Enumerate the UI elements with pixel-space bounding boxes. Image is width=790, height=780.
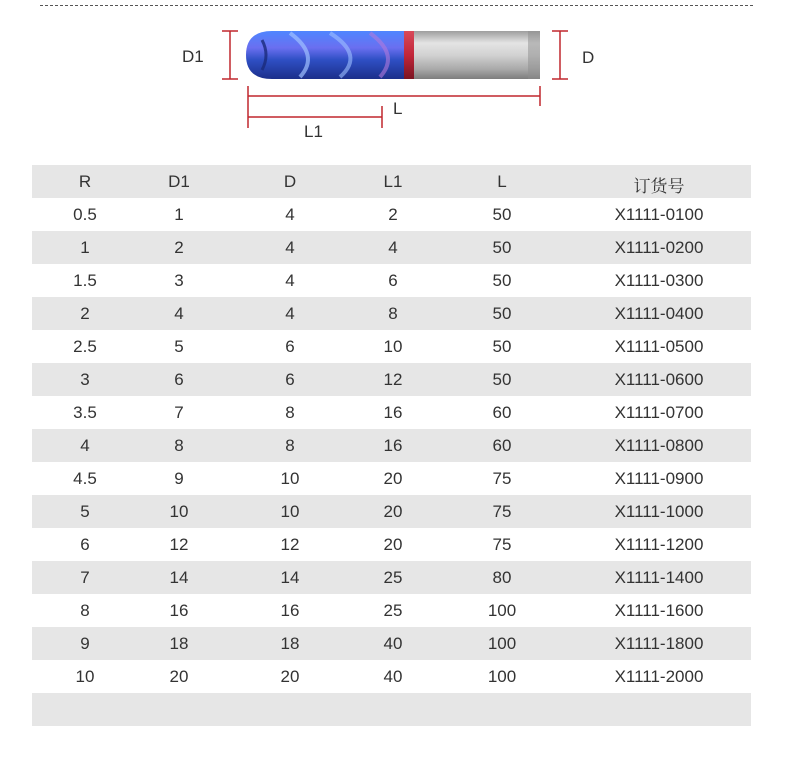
cell-l: 50: [492, 304, 512, 323]
cell-d1: 5: [174, 337, 184, 356]
cell-r: 6: [80, 535, 90, 554]
table-row: [32, 297, 751, 330]
cell-d: 10: [280, 502, 300, 521]
cell-l1: 16: [383, 403, 403, 422]
cell-l1: 16: [383, 436, 403, 455]
cell-order-number: X1111-1200: [614, 535, 704, 554]
cell-d1: 9: [174, 469, 184, 488]
l1-label: L1: [304, 122, 323, 141]
cell-l1: 12: [383, 370, 403, 389]
cell-r: 2: [80, 304, 90, 323]
cell-l: 60: [492, 436, 512, 455]
header-d: D: [283, 172, 297, 191]
cell-l1: 20: [383, 469, 403, 488]
table-row: [32, 396, 751, 429]
cell-l: 75: [492, 535, 512, 554]
cell-l: 100: [487, 634, 517, 653]
table-body: [32, 198, 751, 693]
table-row: [32, 561, 751, 594]
table-row: [32, 528, 751, 561]
cell-d1: 18: [169, 634, 189, 653]
d-label: D: [582, 48, 595, 67]
cell-l: 100: [487, 601, 517, 620]
cell-d: 18: [280, 634, 300, 653]
cell-d: 10: [280, 469, 300, 488]
cell-r: 0.5: [73, 205, 97, 224]
cell-r: 7: [80, 568, 90, 587]
cell-l1: 2: [388, 205, 398, 224]
cell-l1: 20: [383, 535, 403, 554]
table-row: [32, 429, 751, 462]
cell-l1: 25: [383, 601, 403, 620]
cell-l: 50: [492, 370, 512, 389]
cell-d: 12: [280, 535, 300, 554]
cell-d: 4: [285, 205, 295, 224]
fluted-cutting-head: [246, 31, 404, 79]
cell-l: 50: [492, 337, 512, 356]
cell-order-number: X1111-1600: [614, 601, 704, 620]
cell-d1: 14: [169, 568, 189, 587]
table-header-row: [32, 165, 751, 198]
cell-d: 16: [280, 601, 300, 620]
table-row: [32, 198, 751, 231]
cell-d1: 7: [174, 403, 184, 422]
cell-d1: 6: [174, 370, 184, 389]
cell-r: 4.5: [73, 469, 97, 488]
cell-d: 4: [285, 271, 295, 290]
cell-d: 6: [285, 337, 295, 356]
table-row: [32, 264, 751, 297]
table-row: [32, 495, 751, 528]
cell-d1: 1: [174, 205, 184, 224]
spec-table: [32, 165, 751, 726]
cell-order-number: X1111-0900: [614, 469, 704, 488]
cell-d: 8: [285, 403, 295, 422]
header-r: R: [78, 172, 92, 191]
cell-order-number: X1111-0400: [614, 304, 704, 323]
cell-order-number: X1111-0600: [614, 370, 704, 389]
cell-order-number: X1111-0800: [614, 436, 704, 455]
d1-dimension-line: [222, 31, 238, 79]
cell-order-number: X1111-0700: [614, 403, 704, 422]
cell-r: 3: [80, 370, 90, 389]
header-l1: L1: [383, 172, 403, 191]
table-row: [32, 594, 751, 627]
cell-order-number: X1111-1000: [614, 502, 704, 521]
cell-l1: 40: [383, 634, 403, 653]
cell-l: 75: [492, 502, 512, 521]
table-row: [32, 462, 751, 495]
cell-r: 1.5: [73, 271, 97, 290]
d-dimension-line: [552, 31, 568, 79]
header-l: L: [497, 172, 507, 191]
cell-l: 60: [492, 403, 512, 422]
cell-d1: 20: [169, 667, 189, 686]
shank: [412, 31, 540, 79]
table-row: [32, 660, 751, 693]
table-row: [32, 231, 751, 264]
cell-r: 1: [80, 238, 90, 257]
cell-l: 100: [487, 667, 517, 686]
header-order-number: 订货号: [633, 177, 685, 196]
cell-order-number: X1111-0200: [614, 238, 704, 257]
cell-r: 5: [80, 502, 90, 521]
cell-l1: 6: [388, 271, 398, 290]
cell-l1: 8: [388, 304, 398, 323]
cell-d1: 2: [174, 238, 184, 257]
table-row: [32, 627, 751, 660]
header-d1: D1: [168, 172, 190, 191]
cell-order-number: X1111-0500: [614, 337, 704, 356]
cell-order-number: X1111-1400: [614, 568, 704, 587]
cell-d1: 8: [174, 436, 184, 455]
cell-d: 6: [285, 370, 295, 389]
cell-l1: 20: [383, 502, 403, 521]
cell-l: 50: [492, 238, 512, 257]
cell-d1: 3: [174, 271, 184, 290]
cell-l1: 40: [383, 667, 403, 686]
cell-d: 14: [280, 568, 300, 587]
cell-r: 2.5: [73, 337, 97, 356]
cell-order-number: X1111-1800: [614, 634, 704, 653]
table-row: [32, 363, 751, 396]
table-row: [32, 330, 751, 363]
cell-d: 4: [285, 304, 295, 323]
cell-d: 4: [285, 238, 295, 257]
cell-r: 8: [80, 601, 90, 620]
coating-ring: [404, 31, 414, 79]
end-mill-diagram: [0, 0, 790, 160]
cell-d1: 4: [174, 304, 184, 323]
cell-l: 50: [492, 271, 512, 290]
cell-l: 75: [492, 469, 512, 488]
cell-d1: 16: [169, 601, 189, 620]
cell-l: 80: [492, 568, 512, 587]
cell-order-number: X1111-0300: [614, 271, 704, 290]
cell-r: 10: [75, 667, 95, 686]
d1-label: D1: [182, 47, 204, 66]
cell-r: 3.5: [73, 403, 97, 422]
cell-l1: 4: [388, 238, 398, 257]
cell-d: 20: [280, 667, 300, 686]
table-footer-row: [32, 693, 751, 726]
cell-d1: 12: [169, 535, 189, 554]
cell-d: 8: [285, 436, 295, 455]
cell-d1: 10: [169, 502, 189, 521]
cell-r: 9: [80, 634, 90, 653]
cell-l1: 10: [383, 337, 403, 356]
cell-order-number: X1111-0100: [614, 205, 704, 224]
cell-r: 4: [80, 436, 90, 455]
l-label: L: [393, 99, 403, 118]
cell-order-number: X1111-2000: [614, 667, 704, 686]
cell-l1: 25: [383, 568, 403, 587]
cell-l: 50: [492, 205, 512, 224]
